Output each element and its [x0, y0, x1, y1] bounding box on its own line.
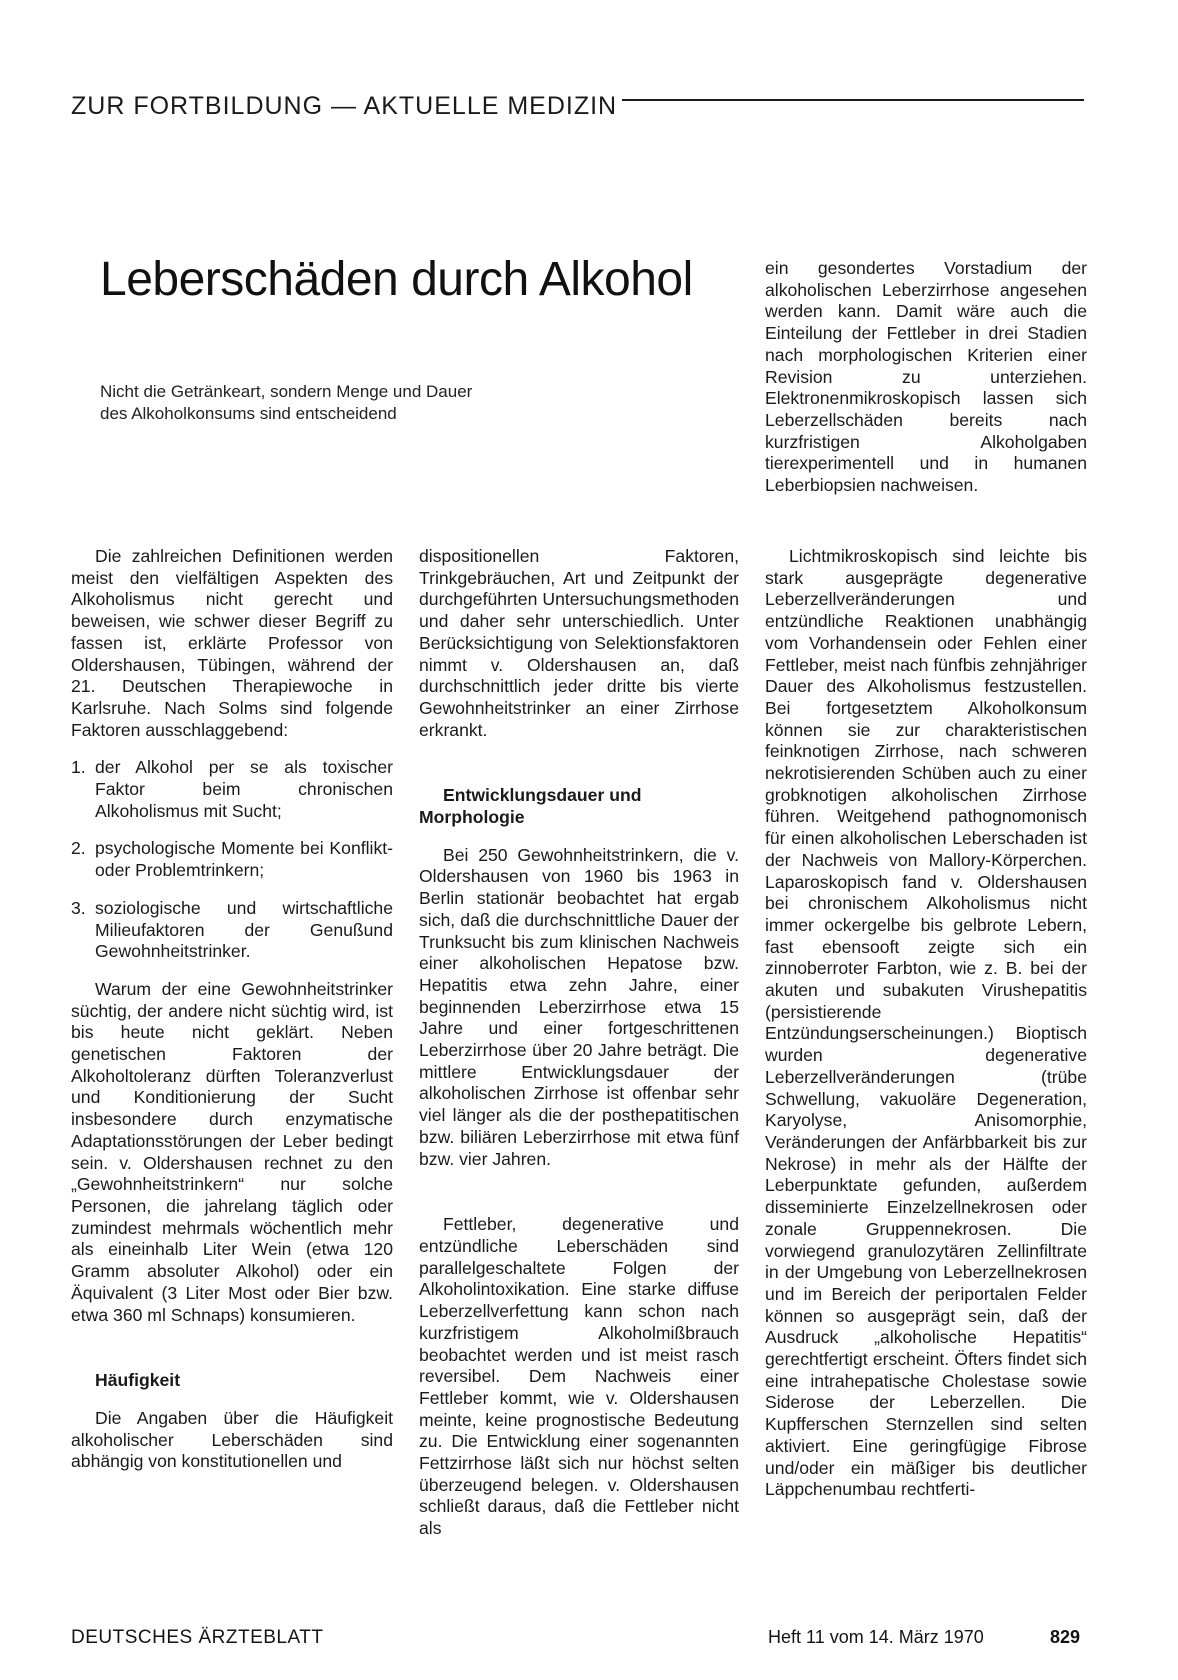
list-text: der Alkohol per se als toxischer Faktor beim chronischen Alkoholismus mit Sucht; — [95, 757, 393, 821]
paragraph: Lichtmikroskopisch sind leichte bis stark ausgeprägte degenerative Leberzellveränderungen und entzündliche Reaktionen unabhängig vom Vorhandensein oder Fehlen einer Fettleber, meist nach fünfbis zehnjähriger Dauer des Alkoholismus festzustellen. Bei fortgesetztem Alkoholkonsum können sie zur charakteristischen feinknotigen Zirrhose, nach schweren nekrotisierenden Schüben auch zu einer grobknotigen alkoholischen Zirrhose führen. Weitgehend pathognomonisch für einen alkoholischen Leberschaden ist der Nachweis von Mallory-Körperchen. Laparoskopisch fand v. Oldershausen bei chronischem Alkoholismus nicht immer ockergelbe bis gelbrote Lebern, fast ebensooft zeigte sich ein zinnoberroter Farbton, wie z. B. bei der akuten und subakuten Virushepatitis (persistierende Entzündungserscheinungen.) Bioptisch wurden degenerative Leberzellveränderungen (trübe Schwellung, vakuoläre Degeneration, Karyolyse, Anisomorphie, Veränderungen der Anfärbbarkeit bis zur Nekrose) in mehr als der Hälfte der Leberpunktate gefunden, außerdem disseminierte Einzelzellnekrosen oder zonale Gruppennekrosen. Die vorwiegend granulozytären Zellinfiltrate in der Umgebung von Leberzellnekrosen und im Bereich der periportalen Felder können so ausgeprägt sein, daß der Ausdruck „alkoholische Hepatitis“ gerechtfertigt erscheint. Öfters findet sich eine intrahepatische Cholestase sowie Siderose der Leberzellen. Die Kupfferschen Sternzellen sind selten aktiviert. Eine geringfügige Fibrose und/oder ein mäßiger bis deutlicher Läppchenumbau rechtferti- — [765, 546, 1087, 1500]
subtitle-line: Nicht die Getränkeart, sondern Menge und Dauer — [100, 382, 473, 401]
issue-info: Heft 11 vom 14. März 1970 — [768, 1627, 984, 1647]
list-item — [71, 838, 393, 881]
column-2 — [419, 546, 739, 1540]
list-item — [71, 898, 393, 963]
section-header: ZUR FORTBILDUNG — AKTUELLE MEDIZIN — [71, 92, 618, 120]
page-number: 829 — [1050, 1627, 1081, 1647]
paragraph: ein gesondertes Vorstadium der alkoholischen Leberzirrhose angesehen werden kann. Damit wäre auch die Einteilung der Fettleber in drei Stadien nach morphologischen Kriterien einer Revision zu unterziehen. Elektronenmikroskopisch lassen sich Leberzellschäden bereits nach kurzfristigen Alkoholgaben tierexperimentell und in humanen Leberbiopsien nachweisen. — [765, 258, 1087, 496]
paragraph: dispositionellen Faktoren, Trinkgebräuchen, Art und Zeitpunkt der durchgeführten Untersuchungsmethoden und daher sehr unterschiedlich. Unter Berücksichtigung von Selektionsfaktoren nimmt v. Oldershausen an, daß durchschnittlich jeder dritte bis vierte Gewohnheitstrinker an einer Zirrhose erkrankt. — [419, 546, 739, 740]
paragraph: Warum der eine Gewohnheitstrinker süchtig, der andere nicht süchtig wird, ist bis heute nicht geklärt. Neben genetischen Faktoren der Alkoholtoleranz dürften Toleranzverlust und Konditionierung der Sucht insbesondere durch enzymatische Adaptationsstörungen der Leber bedingt sein. v. Oldershausen rechnet zu den „Gewohnheitstrinkern“ nur solche Personen, die jahrelang täglich oder zumindest mehrmals wöchentlich mehr als eineinhalb Liter Wein (etwa 120 Gramm absoluter Alkohol) oder ein Äquivalent (3 Liter Most oder Bier bzw. etwa 360 ml Schnaps) konsumieren. — [71, 978, 393, 1325]
list-text: psychologische Momente bei Konflikt- oder Problemtrinkern; — [95, 838, 393, 881]
list-number: 3. — [71, 897, 86, 918]
journal-name: DEUTSCHES ÄRZTEBLATT — [71, 1627, 324, 1648]
subheading-line: Entwicklungsdauer und — [443, 785, 642, 806]
paragraph: Die zahlreichen Definitionen werden meist den vielfältigen Aspekten des Alkoholismus nicht gerecht und beweisen, wie schwer dieser Begriff zu fassen ist, erklärte Professor von Oldershausen, Tübingen, während der 21. Deutschen Therapiewoche in Karlsruhe. Nach Solms sind folgende Faktoren ausschlaggebend: — [71, 546, 393, 740]
article-subtitle — [100, 381, 570, 425]
factor-list — [71, 757, 393, 963]
paragraph: Bei 250 Gewohnheitstrinkern, die v. Oldershausen von 1960 bis 1963 in Berlin stationär beobachtet hat ergab sich, daß die durchschnittliche Dauer der Trunksucht bis zum klinischen Nachweis einer alkoholischen Hepatose bzw. Hepatitis etwa zehn Jahre, einer beginnenden Leberzirrhose etwa 15 Jahre und einer fortgeschrittenen Leberzirrhose über 20 Jahre beträgt. Die mittlere Entwicklungsdauer der alkoholischen Zirrhose ist offenbar sehr viel länger als die der posthepatitischen bzw. biliären Leberzirrhose mit etwa fünf bzw. vier Jahren. — [419, 844, 739, 1169]
list-item — [71, 757, 393, 822]
list-number: 1. — [71, 757, 86, 778]
subheading-entwicklungsdauer — [419, 785, 739, 828]
article-title: Leberschäden durch Alkohol — [100, 253, 693, 306]
subheading-line: Morphologie — [419, 807, 525, 828]
list-number: 2. — [71, 838, 86, 859]
paragraph: Fettleber, degenerative und entzündliche Leberschäden sind parallelgeschaltete Folgen der Alkoholintoxikation. Eine starke diffuse Leberzellverfettung kann schon nach kurzfristigem Alkoholmißbrauch beobachtet werden und ist meist rasch reversibel. Dem Nachweis einer Fettleber kommt, wie v. Oldershausen meinte, keine prognostische Bedeutung zu. Die Entwicklung einer sogenannten Fettzirrhose läßt sich nur höchst selten überzeugend belegen. v. Oldershausen schließt daraus, daß die Fettleber nicht als — [419, 1214, 739, 1539]
list-text: soziologische und wirtschaftliche Milieufaktoren der Genußund Gewohnheitstrinker. — [95, 897, 393, 962]
column-1 — [71, 546, 393, 1473]
subtitle-line: des Alkoholkonsums sind entscheidend — [100, 404, 397, 423]
subheading-haeufigkeit: Häufigkeit — [95, 1370, 181, 1391]
paragraph: Die Angaben über die Häufigkeit alkoholischer Leberschäden sind abhängig von konstitutionellen und — [71, 1407, 393, 1472]
header-rule — [622, 99, 1084, 101]
column-3-top — [765, 258, 1087, 497]
column-3 — [765, 546, 1087, 1501]
